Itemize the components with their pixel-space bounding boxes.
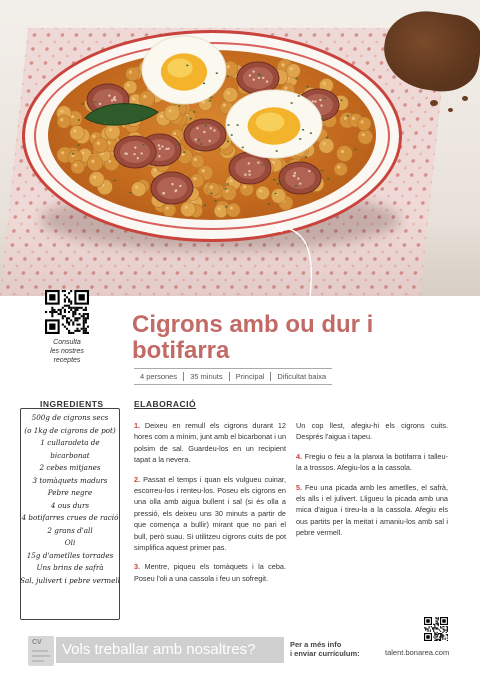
footer-link[interactable]: talent.bonarea.com bbox=[385, 648, 450, 657]
step-number: 5. bbox=[296, 482, 305, 492]
ingredient-item: Pebre negre bbox=[47, 488, 93, 497]
ingredient-item: Uns brins de safrà bbox=[36, 563, 104, 572]
step-number: 2. bbox=[134, 474, 144, 484]
ingredient-item: (o 1kg de cigrons de pot) bbox=[24, 425, 116, 435]
ingredient-item: 4 ous durs bbox=[50, 500, 90, 510]
step-text: Feu una picada amb les ametlles, el safrà, els alls i el julivert. Lligueu la picada amb una mica d'aigua i tireu-la a la cassola. Afegiu els ous partits per la meitat i amaniu-los amb sal i pebre vermell. bbox=[296, 482, 448, 538]
step-text: Un cop llest, afegiu-hi els cigrons cuits. Després l'aigua i tapeu. bbox=[296, 421, 448, 442]
step-number: 1. bbox=[134, 421, 145, 430]
step-number: 3. bbox=[134, 562, 145, 572]
qr-code[interactable] bbox=[45, 290, 89, 334]
recipe-meta bbox=[134, 368, 332, 385]
ingredient-item: 1 cullaradeta de bicarbonat bbox=[40, 438, 100, 460]
ingredient-item: Oli bbox=[64, 538, 76, 547]
stew-ingredients bbox=[0, 0, 480, 296]
qr-caption: Consulta les nostres receptes bbox=[50, 339, 84, 364]
step-paragraph bbox=[296, 420, 448, 443]
recipe-title: Cigrons amb ou dur i botifarra bbox=[132, 311, 374, 364]
step-paragraph bbox=[134, 474, 286, 554]
step-paragraph bbox=[134, 561, 286, 584]
elaboration-column-left bbox=[134, 420, 286, 592]
meta-servings: 4 persones bbox=[140, 372, 178, 381]
step-text: Passat el temps i quan els vulgueu cuinar, escorreu-los i renteu-los. Poseu els cigrons en una olla amb aigua bullent i sal (si és olla a pressió, els deixeu uns 30 minuts a partir de que comença a bullir) mirant que no pari el bull, però suau. Si utilitzeu cigrons cuits de pot simplifica aquest primer pas. bbox=[134, 474, 286, 553]
elaboration-column-right bbox=[296, 420, 448, 547]
ingredient-item: 15g d'ametlles torrades bbox=[26, 550, 114, 560]
ingredient-item: Sal, julivert i pebre vermell bbox=[20, 575, 120, 585]
elaboration-heading: ELABORACIÓ bbox=[134, 399, 197, 409]
ingredients-list bbox=[20, 412, 120, 587]
meta-difficulty: Dificultat baixa bbox=[277, 372, 327, 381]
meta-course: Principal bbox=[235, 372, 265, 381]
step-text: Mentre, piqueu els tomàquets i la ceba. Poseu l'oli a una cassola i feu un sofregit. bbox=[134, 562, 286, 583]
ingredient-item: 2 grans d'all bbox=[47, 525, 93, 535]
ingredient-item: 3 tomàquets madurs bbox=[32, 475, 108, 485]
qr-code-footer[interactable] bbox=[424, 617, 448, 641]
step-paragraph bbox=[134, 420, 286, 466]
recipe-photo bbox=[0, 0, 480, 296]
step-text: Deixeu en remull els cigrons durant 12 hores com a mínim, junt amb el bicarbonat i un polsim de sal. Guardeu-los en un recipient tapat a la nevera. bbox=[134, 421, 286, 465]
ingredients-heading: INGREDIENTS bbox=[40, 399, 104, 409]
step-text: Fregiu o feu a la planxa la botifarra i talleu-la a trossos. Afegiu-los a la cassola. bbox=[296, 451, 448, 473]
step-paragraph bbox=[296, 451, 448, 474]
step-paragraph bbox=[296, 482, 448, 539]
footer-info: Per a més info i enviar currículum: bbox=[290, 640, 360, 658]
photo-pointer bbox=[272, 222, 332, 296]
ingredient-item: 2 cebes mitjanes bbox=[39, 463, 101, 472]
meta-time: 35 minuts bbox=[190, 372, 223, 381]
ingredient-item: 500g de cigrons secs bbox=[31, 413, 109, 422]
ingredient-item: 4 botifarres crues de ració bbox=[21, 513, 119, 522]
step-number: 4. bbox=[296, 451, 305, 461]
cv-icon: CV bbox=[28, 636, 54, 666]
footer-headline: Vols treballar amb nosaltres? bbox=[62, 641, 256, 658]
